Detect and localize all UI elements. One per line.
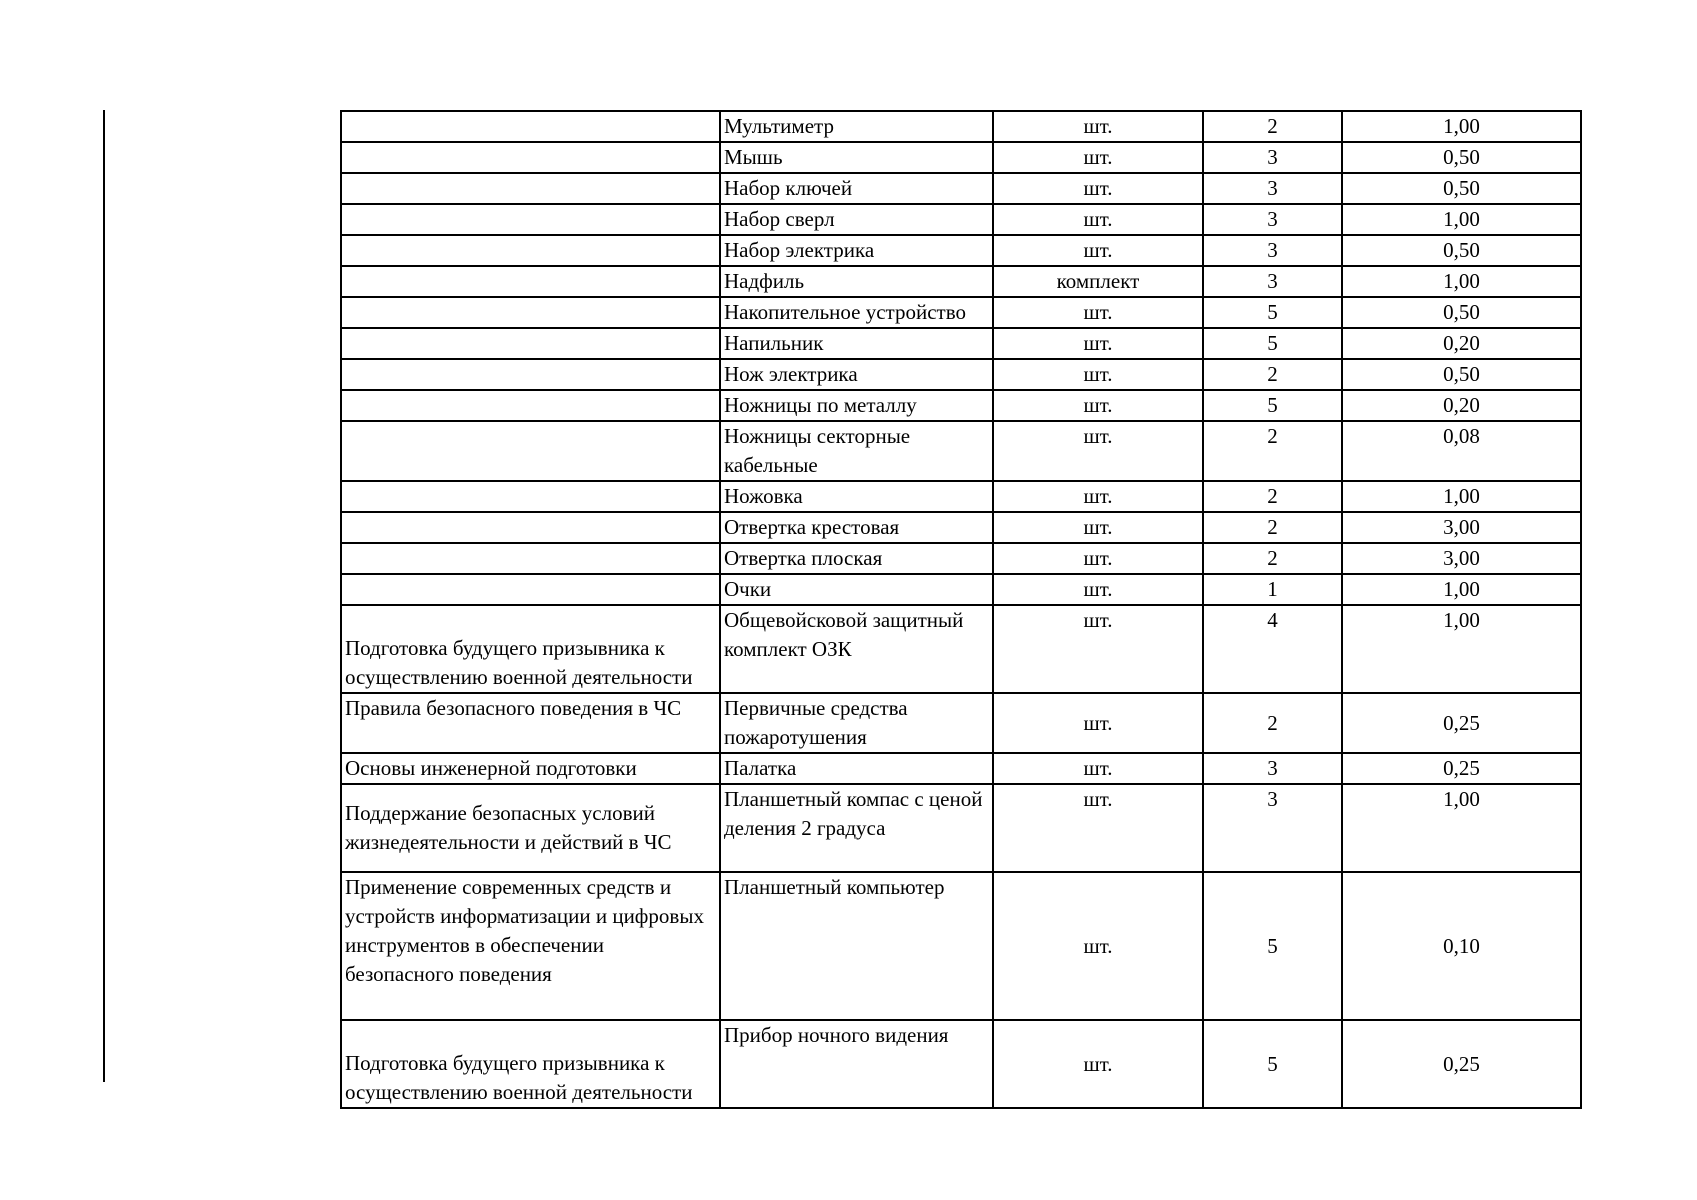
item-cell: Ножовка <box>720 481 993 512</box>
item-cell: Первичные средства пожаротушения <box>720 693 993 753</box>
item-cell: Отвертка крестовая <box>720 512 993 543</box>
unit-cell: шт. <box>993 605 1203 693</box>
item-cell: Очки <box>720 574 993 605</box>
table-row <box>341 390 1581 421</box>
unit-cell: шт. <box>993 872 1203 1020</box>
coefficient-cell: 0,10 <box>1342 872 1581 1020</box>
topic-cell <box>341 142 720 173</box>
unit-cell: шт. <box>993 235 1203 266</box>
quantity-cell: 3 <box>1203 142 1342 173</box>
table-row <box>341 328 1581 359</box>
item-cell: Планшетный компьютер <box>720 872 993 1020</box>
unit-cell: шт. <box>993 574 1203 605</box>
table-row <box>341 574 1581 605</box>
coefficient-cell: 1,00 <box>1342 204 1581 235</box>
topic-cell: Применение современных средств и устройств информатизации и цифровых инструментов в обеспечении безопасного поведения <box>341 872 720 1020</box>
topic-cell <box>341 421 720 481</box>
item-cell: Накопительное устройство <box>720 297 993 328</box>
topic-cell <box>341 512 720 543</box>
coefficient-cell: 1,00 <box>1342 111 1581 142</box>
coefficient-cell: 3,00 <box>1342 512 1581 543</box>
item-cell: Напильник <box>720 328 993 359</box>
table-row <box>341 481 1581 512</box>
item-cell: Общевойсковой защитный комплект ОЗК <box>720 605 993 693</box>
item-cell: Набор электрика <box>720 235 993 266</box>
coefficient-cell: 0,50 <box>1342 235 1581 266</box>
coefficient-cell: 1,00 <box>1342 574 1581 605</box>
unit-cell: шт. <box>993 359 1203 390</box>
table-row <box>341 235 1581 266</box>
coefficient-cell: 1,00 <box>1342 266 1581 297</box>
unit-cell: шт. <box>993 111 1203 142</box>
quantity-cell: 5 <box>1203 297 1342 328</box>
unit-cell: комплект <box>993 266 1203 297</box>
table-row <box>341 543 1581 574</box>
topic-cell <box>341 543 720 574</box>
table-row <box>341 784 1581 872</box>
quantity-cell: 3 <box>1203 266 1342 297</box>
table-row <box>341 173 1581 204</box>
coefficient-cell: 0,50 <box>1342 142 1581 173</box>
unit-cell: шт. <box>993 693 1203 753</box>
topic-cell <box>341 111 720 142</box>
item-cell: Ножницы секторные кабельные <box>720 421 993 481</box>
unit-cell: шт. <box>993 173 1203 204</box>
table-row <box>341 512 1581 543</box>
unit-cell: шт. <box>993 1020 1203 1108</box>
quantity-cell: 3 <box>1203 784 1342 872</box>
table-row <box>341 266 1581 297</box>
coefficient-cell: 0,20 <box>1342 328 1581 359</box>
coefficient-cell: 1,00 <box>1342 784 1581 872</box>
unit-cell: шт. <box>993 421 1203 481</box>
coefficient-cell: 0,08 <box>1342 421 1581 481</box>
topic-cell: Подготовка будущего призывника к осуществлению военной деятельности <box>341 605 720 693</box>
quantity-cell: 3 <box>1203 173 1342 204</box>
quantity-cell: 2 <box>1203 421 1342 481</box>
quantity-cell: 3 <box>1203 204 1342 235</box>
coefficient-cell: 0,50 <box>1342 297 1581 328</box>
item-cell: Мышь <box>720 142 993 173</box>
coefficient-cell: 1,00 <box>1342 605 1581 693</box>
topic-cell <box>341 328 720 359</box>
item-cell: Надфиль <box>720 266 993 297</box>
table-row <box>341 297 1581 328</box>
coefficient-cell: 1,00 <box>1342 481 1581 512</box>
topic-cell <box>341 481 720 512</box>
topic-cell: Подготовка будущего призывника к осуществлению военной деятельности <box>341 1020 720 1108</box>
unit-cell: шт. <box>993 297 1203 328</box>
topic-cell <box>341 297 720 328</box>
topic-cell <box>341 235 720 266</box>
unit-cell: шт. <box>993 543 1203 574</box>
item-cell: Ножницы по металлу <box>720 390 993 421</box>
topic-cell: Поддержание безопасных условий жизнедеятельности и действий в ЧС <box>341 784 720 872</box>
quantity-cell: 2 <box>1203 481 1342 512</box>
quantity-cell: 5 <box>1203 390 1342 421</box>
quantity-cell: 5 <box>1203 328 1342 359</box>
table-row <box>341 605 1581 693</box>
quantity-cell: 5 <box>1203 872 1342 1020</box>
unit-cell: шт. <box>993 481 1203 512</box>
equipment-table <box>340 110 1582 1109</box>
table-row <box>341 693 1581 753</box>
quantity-cell: 2 <box>1203 359 1342 390</box>
table-row <box>341 1020 1581 1108</box>
unit-cell: шт. <box>993 328 1203 359</box>
quantity-cell: 3 <box>1203 753 1342 784</box>
coefficient-cell: 0,25 <box>1342 693 1581 753</box>
item-cell: Набор сверл <box>720 204 993 235</box>
unit-cell: шт. <box>993 512 1203 543</box>
quantity-cell: 2 <box>1203 543 1342 574</box>
margin-line <box>103 110 105 1082</box>
topic-cell: Правила безопасного поведения в ЧС <box>341 693 720 753</box>
table-row <box>341 204 1581 235</box>
topic-cell <box>341 173 720 204</box>
item-cell: Палатка <box>720 753 993 784</box>
topic-cell <box>341 390 720 421</box>
coefficient-cell: 3,00 <box>1342 543 1581 574</box>
item-cell: Мультиметр <box>720 111 993 142</box>
table-row <box>341 142 1581 173</box>
quantity-cell: 2 <box>1203 512 1342 543</box>
item-cell: Прибор ночного видения <box>720 1020 993 1108</box>
coefficient-cell: 0,25 <box>1342 1020 1581 1108</box>
coefficient-cell: 0,20 <box>1342 390 1581 421</box>
quantity-cell: 1 <box>1203 574 1342 605</box>
unit-cell: шт. <box>993 784 1203 872</box>
topic-cell <box>341 574 720 605</box>
topic-cell <box>341 359 720 390</box>
coefficient-cell: 0,25 <box>1342 753 1581 784</box>
table-row <box>341 753 1581 784</box>
quantity-cell: 2 <box>1203 111 1342 142</box>
table-row <box>341 872 1581 1020</box>
topic-cell: Основы инженерной подготовки <box>341 753 720 784</box>
topic-cell <box>341 266 720 297</box>
unit-cell: шт. <box>993 204 1203 235</box>
table-row <box>341 421 1581 481</box>
quantity-cell: 3 <box>1203 235 1342 266</box>
table-row <box>341 111 1581 142</box>
quantity-cell: 5 <box>1203 1020 1342 1108</box>
item-cell: Нож электрика <box>720 359 993 390</box>
coefficient-cell: 0,50 <box>1342 173 1581 204</box>
unit-cell: шт. <box>993 142 1203 173</box>
item-cell: Отвертка плоская <box>720 543 993 574</box>
item-cell: Набор ключей <box>720 173 993 204</box>
unit-cell: шт. <box>993 753 1203 784</box>
coefficient-cell: 0,50 <box>1342 359 1581 390</box>
quantity-cell: 2 <box>1203 693 1342 753</box>
unit-cell: шт. <box>993 390 1203 421</box>
topic-cell <box>341 204 720 235</box>
quantity-cell: 4 <box>1203 605 1342 693</box>
item-cell: Планшетный компас с ценой деления 2 градуса <box>720 784 993 872</box>
table-row <box>341 359 1581 390</box>
